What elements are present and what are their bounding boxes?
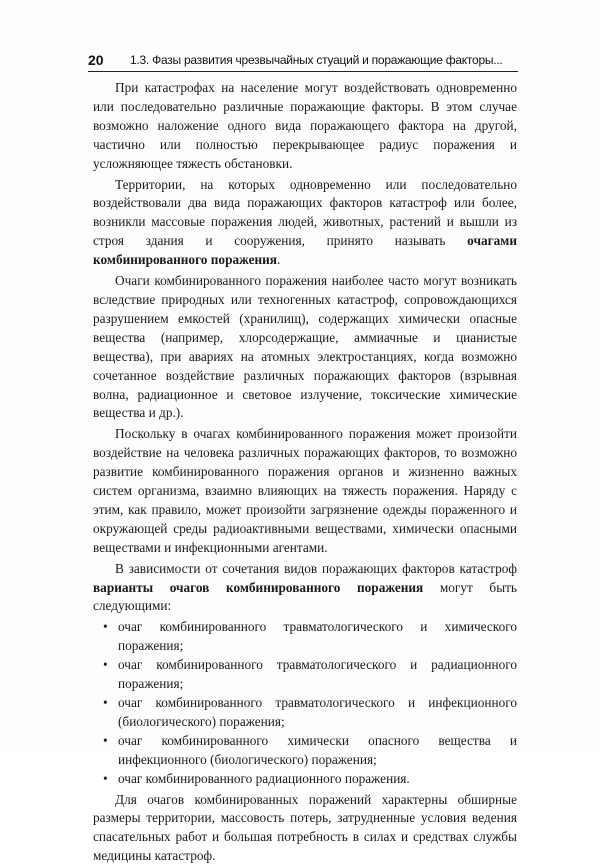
page-header: [88, 52, 518, 72]
list-item: • очаг комбинированного травматологического и инфекционного (биологического) поражения;: [103, 695, 517, 729]
list-item: • очаг комбинированного травматологического и радиационного поражения;: [103, 657, 517, 692]
term-combined-lesion-foci: очагами комбинированного поражения: [93, 233, 517, 268]
list-item: • очаг комбинированного химически опасного вещества и инфекционного (биологического) поражения;: [103, 732, 517, 767]
header-divider: [88, 71, 518, 72]
paragraph-2: Территории, на которых одновременно или последовательно воздействовали два вида поражающих факторов катастроф или более, возникли массовые поражения людей, животных, растений и вышли из строя здания и сооружения, принято называть очагами комбинированного поражения.: [93, 176, 517, 268]
bullet-icon: •: [103, 695, 108, 710]
term-lesion-variants: варианты очагов комбинированного поражения: [93, 579, 424, 595]
bullet-icon: •: [103, 619, 108, 635]
bullet-icon: •: [103, 732, 108, 748]
list-item: • очаг комбинированного радиационного поражения.: [93, 770, 517, 789]
paragraph-6: Для очагов комбинированных поражений характерны обширные размеры территории, массовость потерь, затрудненные условия ведения спасательных работ и большая потребность в силах и средствах службы медицины катастроф.: [93, 791, 517, 864]
bullet-icon: •: [103, 770, 108, 786]
paragraph-4: Поскольку в очагах комбинированного поражения может произойти воздействие на человека различных поражающих факторов, то возможно развитие комбинированного поражения органов и жизненно важных систем организма, взаимно влияющих на тяжесть поражения. Наряду с этим, как правило, может произойти загрязнение одежды пораженного и окружающей среды радиоактивными веществами, химически опасными веществами и инфекционными агентами.: [93, 426, 517, 555]
paragraph-3: Очаги комбинированного поражения наиболее часто могут возникать вследствие природных или техногенных катастроф, сопровождающихся разрушением емкостей (хранилищ), содержащих химически опасные вещества (например, хлорсодержащие, аммиачные и цианистые вещества), при авариях на атомных электростанциях, когда возможно сочетанное воздействие различных поражающих факторов (взрывная волна, радиационное и световое излучение, токсические химические вещества и др.).: [93, 273, 517, 421]
bullet-list: [93, 618, 517, 788]
page-number: 20: [88, 52, 104, 68]
list-item: • очаг комбинированного травматологического и химического поражения;: [103, 619, 517, 654]
bullet-icon: •: [103, 657, 108, 673]
paragraph-5: В зависимости от сочетания видов поражающих факторов катастроф варианты очагов комбинированного поражения могут быть следующими:: [93, 560, 517, 614]
paragraph-1: При катастрофах на население могут воздействовать одновременно или последовательно различные поражающие факторы. В этом случае возможно наложение одного вида поражающего фактора на другой, частично или полностью перекрывающее радиус поражения и усложняющее тяжесть обстановки.: [93, 80, 517, 171]
running-title: 1.3. Фазы развития чрезвычайных стуаций и поражающие факторы...: [130, 53, 503, 67]
